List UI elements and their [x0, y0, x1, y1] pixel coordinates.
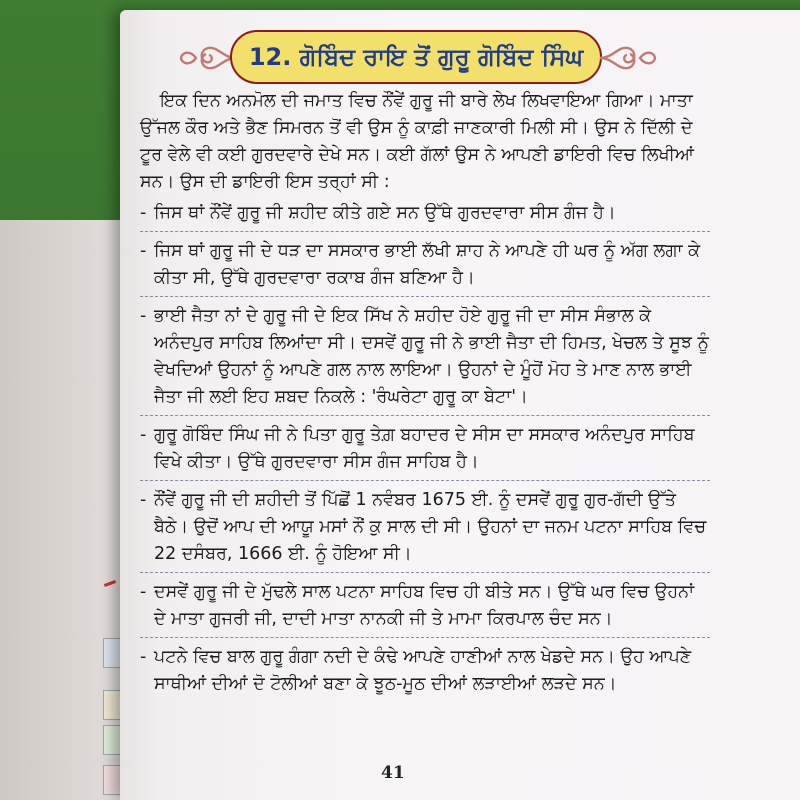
bullet-dash: -: [140, 490, 147, 510]
title-banner: [230, 30, 602, 84]
right-flourish-icon: [598, 40, 658, 76]
list-item-text: ਗੁਰੂ ਗੋਬਿੰਦ ਸਿੰਘ ਜੀ ਨੇ ਪਿਤਾ ਗੁਰੂ ਤੇਗ਼ ਬਹਾਦਰ ਦੇ ਸੀਸ ਦਾ ਸਸਕਾਰ ਅਨੰਦਪੁਰ ਸਾਹਿਬ ਵਿਖੇ ਕੀਤਾ। ਉੱਥੇ ਗੁਰਦਵਾਰਾ ਸੀਸ ਗੰਜ ਸਾਹਿਬ ਹੈ।: [154, 425, 695, 472]
bullet-dash: -: [140, 425, 147, 445]
chapter-title: 12. ਗੋਬਿੰਦ ਰਾਇ ਤੋਂ ਗੁਰੂ ਗੋਬਿੰਦ ਸਿੰਘ: [248, 43, 584, 71]
list-item: [140, 642, 710, 702]
chapter-heading: [178, 30, 658, 90]
page-number: 41: [381, 763, 405, 783]
list-item-text: ਜਿਸ ਥਾਂ ਨੌਂਵੇਂ ਗੁਰੂ ਜੀ ਸ਼ਹੀਦ ਕੀਤੇ ਗਏ ਸਨ ਉੱਥੇ ਗੁਰਦਵਾਰਾ ਸੀਸ ਗੰਜ ਹੈ।: [154, 203, 616, 223]
chapter-body: [140, 88, 710, 706]
list-item-text: ਭਾਈ ਜੈਤਾ ਨਾਂ ਦੇ ਗੁਰੂ ਜੀ ਦੇ ਇਕ ਸਿੱਖ ਨੇ ਸ਼ਹੀਦ ਹੋਏ ਗੁਰੂ ਜੀ ਦਾ ਸੀਸ ਸੰਭਾਲ ਕੇ ਅਨੰਦਪੁਰ ਸਾਹਿਬ ਲਿਆਂਦਾ ਸੀ। ਦਸਵੇਂ ਗੁਰੂ ਜੀ ਨੇ ਭਾਈ ਜੈਤਾ ਦੀ ਹਿਮਤ, ਖੇਚਲ ਤੇ ਸੂਝ ਨੂੰ ਵੇਖਦਿਆਂ ਉਹਨਾਂ ਨੂੰ ਆਪਣੇ ਗਲ ਨਾਲ ਲਾਇਆ। ਉਹਨਾਂ ਦੇ ਮੂੰਹੋਂ ਮੋਹ ਤੇ ਮਾਣ ਨਾਲ ਭਾਈ ਜੈਤਾ ਜੀ ਲਈ ਇਹ ਸ਼ਬਦ ਨਿਕਲੇ : 'ਰੰਘਰੇਟਾ ਗੁਰੂ ਕਾ ਬੇਟਾ'।: [154, 306, 709, 407]
list-item-text: ਨੌਂਵੇਂ ਗੁਰੂ ਜੀ ਦੀ ਸ਼ਹੀਦੀ ਤੋਂ ਪਿੱਛੋਂ 1 ਨਵੰਬਰ 1675 ਈ. ਨੂੰ ਦਸਵੇਂ ਗੁਰੂ ਗੁਰ-ਗੱਦੀ ਉੱਤੇ ਬੈਠੇ। ਉਦੋਂ ਆਪ ਦੀ ਆਯੂ ਮਸਾਂ ਨੌਂ ਕੁ ਸਾਲ ਦੀ ਸੀ। ਉਹਨਾਂ ਦਾ ਜਨਮ ਪਟਨਾ ਸਾਹਿਬ ਵਿਚ 22 ਦਸੰਬਰ, 1666 ਈ. ਨੂੰ ਹੋਇਆ ਸੀ।: [154, 490, 707, 564]
red-mark: [104, 580, 116, 587]
list-item-text: ਦਸਵੇਂ ਗੁਰੂ ਜੀ ਦੇ ਮੁੱਢਲੇ ਸਾਲ ਪਟਨਾ ਸਾਹਿਬ ਵਿਚ ਹੀ ਬੀਤੇ ਸਨ। ਉੱਥੇ ਘਰ ਵਿਚ ਉਹਨਾਂ ਦੇ ਮਾਤਾ ਗੁਜਰੀ ਜੀ, ਦਾਦੀ ਮਾਤਾ ਨਾਨਕੀ ਜੀ ਤੇ ਮਾਮਾ ਕਿਰਪਾਲ ਚੰਦ ਸਨ।: [154, 582, 695, 629]
bullet-dash: -: [140, 647, 147, 667]
bullet-dash: -: [140, 582, 147, 602]
list-item: [140, 420, 710, 481]
list-item: [140, 577, 710, 638]
list-item: [140, 485, 710, 573]
list-item: [140, 236, 710, 297]
left-flourish-icon: [178, 40, 238, 76]
list-item: [140, 301, 710, 416]
intro-paragraph: ਇਕ ਦਿਨ ਅਨਮੋਲ ਦੀ ਜਮਾਤ ਵਿਚ ਨੌਂਵੇਂ ਗੁਰੂ ਜੀ ਬਾਰੇ ਲੇਖ ਲਿਖਵਾਇਆ ਗਿਆ। ਮਾਤਾ ਉੱਜਲ ਕੌਰ ਅਤੇ ਭੈਣ ਸਿਮਰਨ ਤੋਂ ਵੀ ਉਸ ਨੂੰ ਕਾਫ਼ੀ ਜਾਣਕਾਰੀ ਮਿਲੀ ਸੀ। ਉਸ ਨੇ ਦਿੱਲੀ ਦੇ ਟੂਰ ਵੇਲੇ ਵੀ ਕਈ ਗੁਰਦਵਾਰੇ ਦੇਖੇ ਸਨ। ਕਈ ਗੱਲਾਂ ਉਸ ਨੇ ਆਪਣੀ ਡਾਇਰੀ ਵਿਚ ਲਿਖੀਆਂ ਸਨ। ਉਸ ਦੀ ਡਾਇਰੀ ਇਸ ਤਰ੍ਹਾਂ ਸੀ :: [140, 91, 694, 192]
bullet-dash: -: [140, 306, 147, 326]
list-item-text: ਪਟਨੇ ਵਿਚ ਬਾਲ ਗੁਰੂ ਗੰਗਾ ਨਦੀ ਦੇ ਕੰਢੇ ਆਪਣੇ ਹਾਣੀਆਂ ਨਾਲ ਖੇਡਦੇ ਸਨ। ਉਹ ਆਪਣੇ ਸਾਥੀਆਂ ਦੀਆਂ ਦੋ ਟੋਲੀਆਂ ਬਣਾ ਕੇ ਝੂਠ-ਮੂਠ ਦੀਆਂ ਲੜਾਈਆਂ ਲੜਦੇ ਸਨ।: [154, 647, 692, 694]
facing-page-edge: [0, 220, 122, 800]
bullet-dash: -: [140, 203, 147, 223]
list-item: [140, 198, 710, 232]
bullet-dash: -: [140, 241, 147, 261]
list-item-text: ਜਿਸ ਥਾਂ ਗੁਰੂ ਜੀ ਦੇ ਧੜ ਦਾ ਸਸਕਾਰ ਭਾਈ ਲੱਖੀ ਸ਼ਾਹ ਨੇ ਆਪਣੇ ਹੀ ਘਰ ਨੂੰ ਅੱਗ ਲਗਾ ਕੇ ਕੀਤਾ ਸੀ, ਉੱਥੇ ਗੁਰਦਵਾਰਾ ਰਕਾਬ ਗੰਜ ਬਣਿਆ ਹੈ।: [154, 241, 701, 288]
